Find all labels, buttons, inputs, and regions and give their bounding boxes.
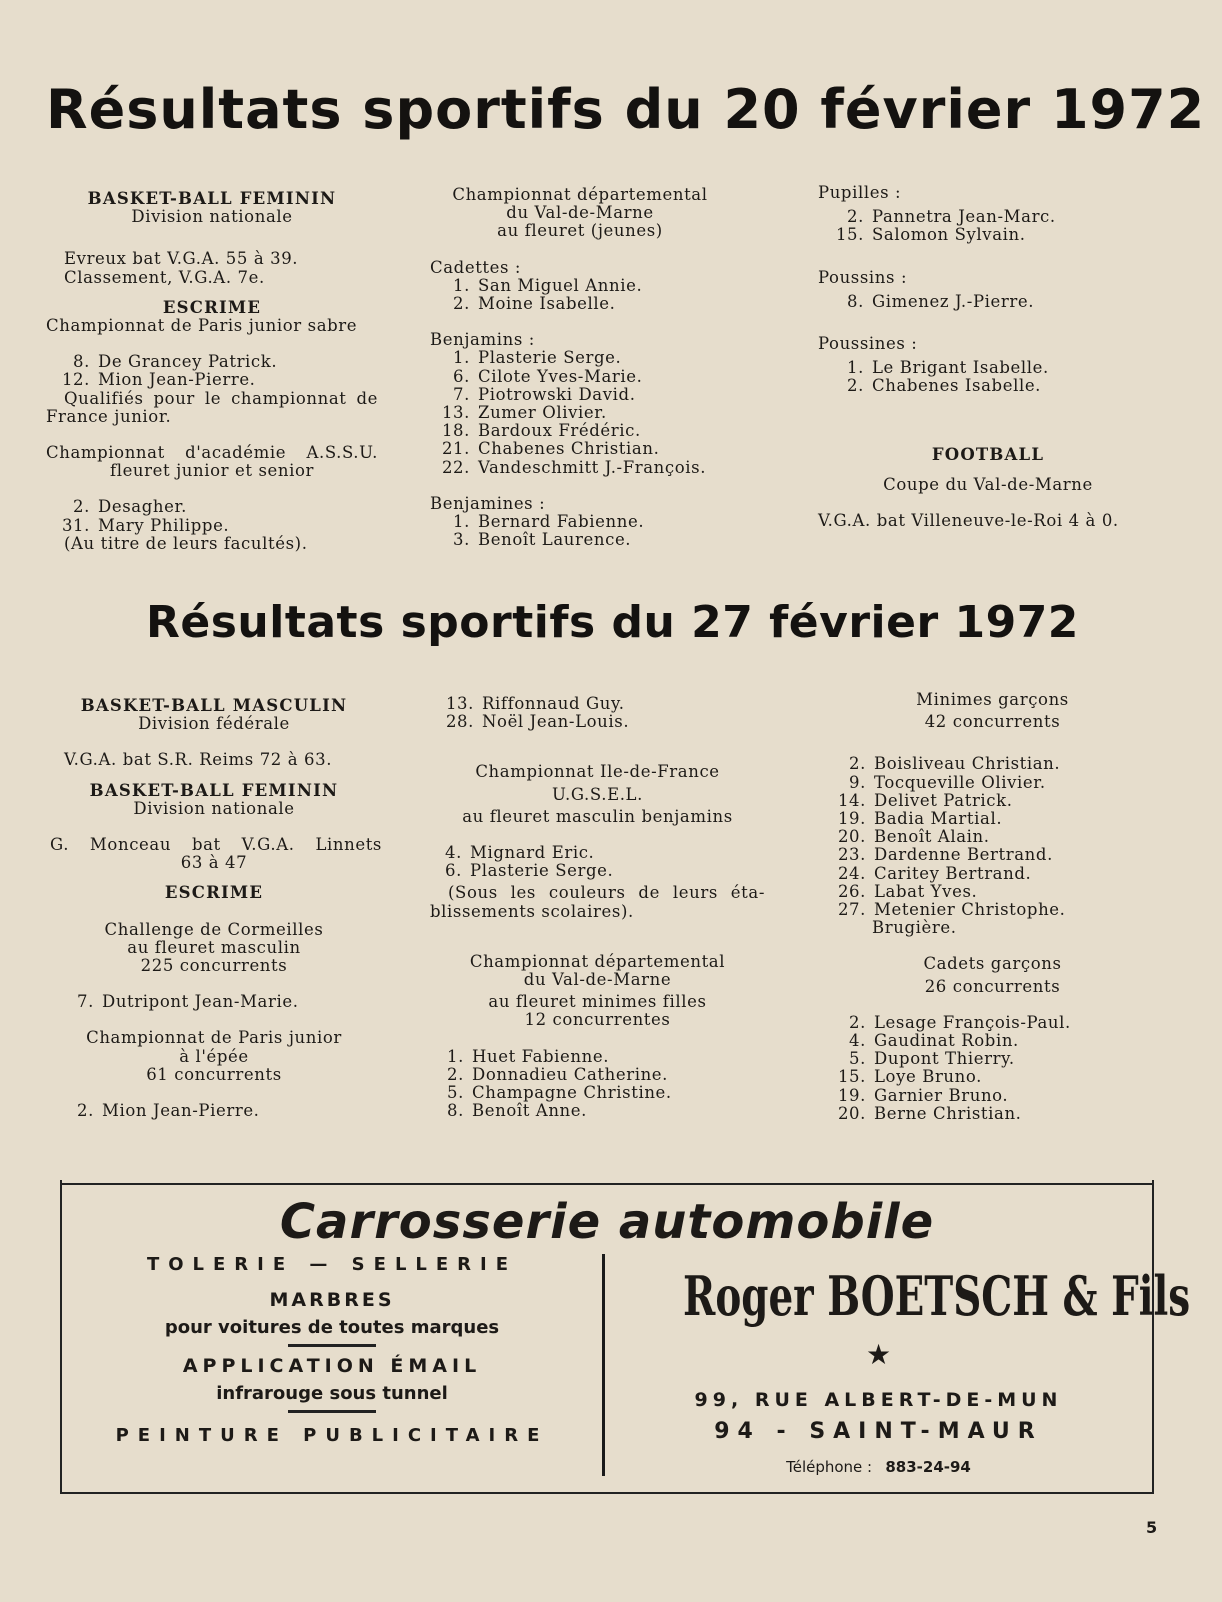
section1-col3 xyxy=(818,184,1158,530)
text-line: Championnat départemental xyxy=(452,185,708,204)
text-line: Championnat de Paris junior sabre xyxy=(46,316,358,336)
text-line: pour voitures de toutes marques xyxy=(164,1317,500,1338)
list xyxy=(818,359,1158,395)
company-name: Roger BOETSCH & Fils xyxy=(683,1264,1191,1328)
list xyxy=(820,1014,1165,1123)
list-item: 24. Caritey Bertrand. xyxy=(837,863,1032,883)
text-line: infrarouge sous tunnel xyxy=(216,1383,448,1404)
address-line: 99, RUE ALBERT-DE-MUN xyxy=(694,1389,1063,1411)
list xyxy=(430,513,730,549)
list-item: 31. Mary Philippe. xyxy=(61,515,230,535)
text-line: du Val-de-Marne xyxy=(523,970,672,990)
list-item: 7. Piotrowski David. xyxy=(453,384,636,404)
section2-col2 xyxy=(430,695,765,1120)
list-item: 27. Metenier Christophe. xyxy=(837,900,1066,920)
text-line: V.G.A. bat S.R. Reims 72 à 63. xyxy=(64,750,333,770)
list xyxy=(430,1048,765,1121)
list-item: 19. Garnier Bruno. xyxy=(837,1085,1009,1105)
text-line: à l'épée xyxy=(179,1046,249,1066)
list-item: 2. Chabenes Isabelle. xyxy=(847,376,1042,396)
list-item: 2. Pannetra Jean-Marc. xyxy=(847,207,1056,227)
subheading: Division nationale xyxy=(133,798,295,818)
text-line: (Sous les couleurs de leurs éta- xyxy=(448,883,765,903)
list xyxy=(818,208,1158,244)
category-label: Benjamines : xyxy=(430,493,546,513)
text-line: 63 à 47 xyxy=(180,853,248,873)
text-line: PEINTURE PUBLICITAIRE xyxy=(115,1425,549,1446)
list-item: 15. Loye Bruno. xyxy=(837,1067,982,1087)
text-line: Coupe du Val-de-Marne xyxy=(883,474,1093,494)
subheading: Division fédérale xyxy=(138,714,290,734)
text-line: APPLICATION ÉMAIL xyxy=(182,1355,482,1377)
address-line: 94 - SAINT-MAUR xyxy=(714,1419,1043,1444)
ad-services xyxy=(62,1254,602,1446)
phone-number: 883-24-94 xyxy=(885,1458,971,1476)
list-item: 4. Mignard Eric. xyxy=(445,843,595,863)
phone-label: Téléphone : xyxy=(786,1458,873,1476)
divider xyxy=(288,1410,376,1413)
text-line: au fleuret (jeunes) xyxy=(497,221,663,241)
list-item: 19. Badia Martial. xyxy=(837,809,1003,829)
text-line: Championnat départemental xyxy=(469,951,726,971)
divider xyxy=(288,1344,376,1347)
text-line: blissements scolaires). xyxy=(430,901,634,921)
text-line: Championnat de Paris junior xyxy=(86,1028,342,1048)
list xyxy=(820,755,1165,919)
section1-title: Résultats sportifs du 20 février 1972 xyxy=(46,78,1206,141)
text-line: Qualifiés pour le championnat de xyxy=(64,388,378,408)
list-item: 13. Riffonnaud Guy. xyxy=(445,694,625,713)
text-line: 225 concurrents xyxy=(140,956,288,976)
list-item: 6. Plasterie Serge. xyxy=(445,861,614,881)
divider xyxy=(62,1492,1152,1494)
text-line: du Val-de-Marne xyxy=(506,203,654,223)
text-line: Championnat d'académie A.S.S.U. xyxy=(46,443,378,463)
section1-col2 xyxy=(430,186,730,549)
star-icon: ★ xyxy=(865,1338,892,1371)
list xyxy=(818,293,1158,311)
text-line: (Au titre de leurs facultés). xyxy=(64,533,308,553)
list-item: 1. San Miguel Annie. xyxy=(453,275,643,295)
text-line: 42 concurrents xyxy=(924,712,1061,732)
list-item: 28. Noël Jean-Louis. xyxy=(445,712,630,732)
text-line: au fleuret minimes filles xyxy=(488,992,707,1012)
list-item: 1. Le Brigant Isabelle. xyxy=(847,358,1049,378)
section2-col3 xyxy=(820,691,1165,1123)
list xyxy=(430,844,765,880)
text-line: Championnat Ile-de-France xyxy=(475,762,720,782)
list-item: 4. Gaudinat Robin. xyxy=(849,1031,1019,1051)
list-item: 15. Salomon Sylvain. xyxy=(835,225,1026,245)
advertisement xyxy=(60,1180,1191,1494)
list-item: 2. Mion Jean-Pierre. xyxy=(77,1101,260,1121)
list-item: 23. Dardenne Bertrand. xyxy=(837,845,1053,865)
list-item: 8. Gimenez J.-Pierre. xyxy=(847,291,1035,311)
list xyxy=(430,349,730,476)
text-line: au fleuret masculin xyxy=(127,937,301,957)
heading-basket-feminin: BASKET-BALL FEMININ xyxy=(89,780,339,800)
section1-col1 xyxy=(46,190,378,553)
list-item: 1. Bernard Fabienne. xyxy=(453,512,645,532)
category-label: Poussines : xyxy=(818,334,918,354)
text-line: 61 concurrents xyxy=(146,1064,282,1084)
list-item: 3. Benoît Laurence. xyxy=(453,530,632,550)
text-line: fleuret junior et senior xyxy=(109,461,314,481)
list-item: 8. De Grancey Patrick. xyxy=(73,352,278,372)
text-line: Classement, V.G.A. 7e. xyxy=(64,267,265,287)
list xyxy=(430,277,730,313)
section2-title: Résultats sportifs du 27 février 1972 xyxy=(146,597,1079,648)
category-label: Benjamins : xyxy=(430,330,535,350)
list-item: 20. Berne Christian. xyxy=(837,1103,1022,1123)
text-line: U.G.S.E.L. xyxy=(552,784,643,804)
divider xyxy=(602,1254,605,1476)
text-line: Cadets garçons xyxy=(923,954,1062,974)
list-item: 2. Donnadieu Catherine. xyxy=(447,1064,669,1084)
heading-basket-feminin: BASKET-BALL FEMININ xyxy=(87,189,337,208)
list-item: 5. Dupont Thierry. xyxy=(849,1049,1015,1069)
text-line: TOLERIE — SELLERIE xyxy=(146,1254,518,1275)
text-line: France junior. xyxy=(46,406,172,426)
phone-line xyxy=(607,1458,1150,1476)
text-line: au fleuret masculin benjamins xyxy=(462,806,733,826)
page-number: 5 xyxy=(1146,1518,1158,1537)
list-item: 8. Benoît Anne. xyxy=(447,1101,587,1121)
ad-company xyxy=(607,1264,1191,1476)
list-item: 2. Desagher. xyxy=(73,497,187,517)
list-item: 26. Labat Yves. xyxy=(837,881,978,901)
text-line: Evreux bat V.G.A. 55 à 39. xyxy=(64,249,299,269)
list-item: 1. Huet Fabienne. xyxy=(447,1046,610,1066)
list-item: 13. Zumer Olivier. xyxy=(441,403,607,423)
list-item: 22. Vandeschmitt J.-François. xyxy=(441,457,707,477)
list-item: 18. Bardoux Frédéric. xyxy=(441,421,641,441)
list-item: 21. Chabenes Christian. xyxy=(441,439,660,459)
category-label: Pupilles : xyxy=(818,183,902,202)
list-item: 5. Champagne Christine. xyxy=(447,1083,672,1103)
text-line: 26 concurrents xyxy=(924,976,1061,996)
list-item: 1. Plasterie Serge. xyxy=(453,348,622,368)
heading-football: FOOTBALL xyxy=(931,444,1045,464)
text-line: MARBRES xyxy=(269,1289,395,1311)
list-item: 2. Moine Isabelle. xyxy=(453,294,616,314)
list-item: 9. Tocqueville Olivier. xyxy=(849,772,1046,792)
text-line: Minimes garçons xyxy=(916,690,1069,709)
text-line: 12 concurrentes xyxy=(524,1010,671,1030)
section2-col1 xyxy=(46,697,382,1120)
list-item: 12. Mion Jean-Pierre. xyxy=(61,370,256,390)
heading-basket-masculin: BASKET-BALL MASCULIN xyxy=(80,696,348,715)
list-item: Brugière. xyxy=(872,918,957,938)
list xyxy=(430,695,765,731)
list-item: 14. Delivet Patrick. xyxy=(837,790,1013,810)
divider xyxy=(62,1183,1152,1185)
ad-headline: Carrosserie automobile xyxy=(279,1194,935,1250)
text-line: V.G.A. bat Villeneuve-le-Roi 4 à 0. xyxy=(818,511,1119,531)
heading-escrime: ESCRIME xyxy=(162,297,262,317)
list-item: 20. Benoît Alain. xyxy=(837,827,990,847)
subheading: Division nationale xyxy=(131,207,293,227)
heading-escrime: ESCRIME xyxy=(164,883,264,903)
category-label: Cadettes : xyxy=(430,257,522,277)
category-label: Poussins : xyxy=(818,267,908,287)
text-line: G. Monceau bat V.G.A. Linnets xyxy=(50,835,382,855)
list-item: 7. Dutripont Jean-Marie. xyxy=(77,992,299,1012)
text-line: Challenge de Cormeilles xyxy=(104,919,324,939)
list-item: 2. Boisliveau Christian. xyxy=(849,754,1061,774)
list-item: 6. Cilote Yves-Marie. xyxy=(453,366,643,386)
list-item: 2. Lesage François-Paul. xyxy=(849,1012,1071,1032)
